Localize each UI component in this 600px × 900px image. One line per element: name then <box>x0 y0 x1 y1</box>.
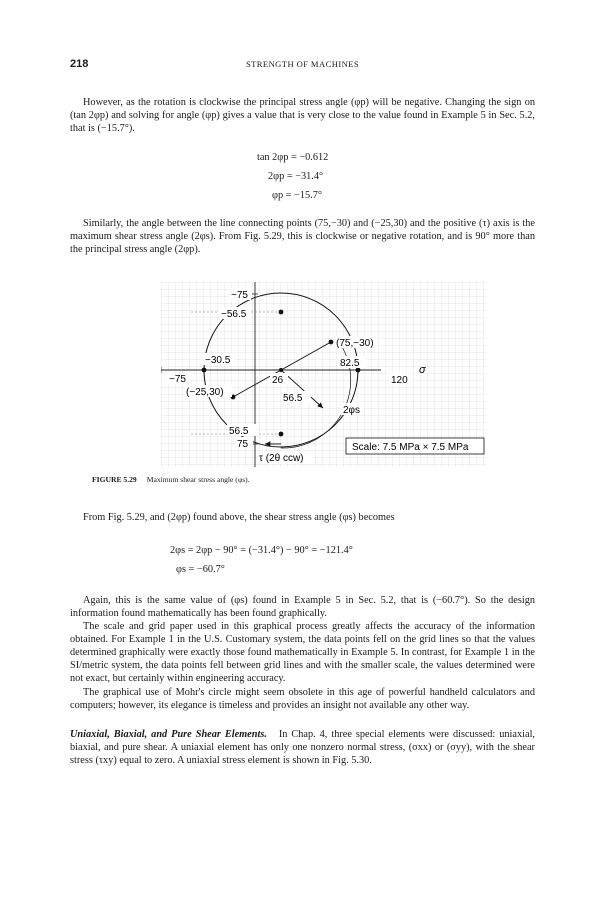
point-min-principal <box>202 368 207 373</box>
section-title: Uniaxial, Biaxial, and Pure Shear Elements. <box>70 729 267 740</box>
label-m75-top: −75 <box>231 290 248 301</box>
label-m30: −30.5 <box>205 355 231 366</box>
label-pt-pos: (75,−30) <box>336 338 374 349</box>
circle-center <box>279 368 283 372</box>
label-scale: Scale: 7.5 MPa × 7.5 MPa <box>352 442 469 453</box>
equation-2phi-s: 2φs = 2φp − 90° = (−31.4°) − 90° = −121.4° <box>170 545 353 556</box>
paragraph-from-fig: From Fig. 5.29, and (2φp) found above, the shear stress angle (φs) becomes <box>83 512 395 523</box>
figure-mohr-circle <box>161 282 486 467</box>
label-sigma: σ <box>419 364 426 376</box>
equation-phi-p: φp = −15.7° <box>272 190 322 201</box>
figure-caption-text: Maximum shear stress angle (φs). <box>146 475 250 484</box>
label-tau-axis: τ (2θ ccw) <box>259 453 304 464</box>
point-bottom <box>279 432 284 437</box>
label-v82: 82.5 <box>340 358 360 369</box>
point-top <box>279 310 284 315</box>
running-head: STRENGTH OF MACHINES <box>245 59 360 69</box>
equation-phi-s: φs = −60.7° <box>176 564 225 575</box>
equation-2phi-p: 2φp = −31.4° <box>268 171 324 182</box>
paragraph-again: Again, this is the same value of (φs) found in Example 5 in Sec. 5.2, that is (−60.7°). So the design information found mathematically has been found graphically. <box>70 595 535 619</box>
paragraph-shear-angle: Similarly, the angle between the line connecting points (75,−30) and (−25,30) and the positive (τ) axis is the maximum shear stress angle (2φs). From Fig. 5.29, this is clockwise or negative rotation, and is 90° more than the principal stress angle (2φp). <box>70 218 535 255</box>
mohr-circle-diagram <box>161 282 486 467</box>
label-v26: 26 <box>272 375 284 386</box>
label-v56-low: 56.5 <box>229 426 249 437</box>
label-m75-left: −75 <box>169 374 186 385</box>
paragraph-principal-angle: However, as the rotation is clockwise the principal stress angle (φp) will be negative. Changing the sign on (tan 2φp) and solving for angle (φp) gives a value that is very close to the value found in Example 5 in Sec. 5.2, that is (−15.7°). <box>70 97 535 134</box>
point-75-neg30 <box>329 340 334 345</box>
label-v120: 120 <box>391 375 408 386</box>
page-header <box>70 58 535 74</box>
page-number: 218 <box>70 58 89 70</box>
label-m56-top: −56.5 <box>221 309 247 320</box>
section-body: In Chap. 4, three special elements were discussed: uniaxial, biaxial, and pure shear. A uniaxial element has only one nonzero normal stress, (σxx) or (σyy), with the shear stress (τxy) equal to zero. A uniaxial stress element is shown in Fig. 5.30. <box>70 729 536 766</box>
figure-caption <box>92 475 250 484</box>
paragraph-graphical-use: The graphical use of Mohr's circle might seem obsolete in this age of powerful handheld calculators and computers; however, its elegance is timeless and provides an insight not available any other way. <box>70 687 535 711</box>
label-v75-low: 75 <box>237 439 249 450</box>
figure-caption-number: FIGURE 5.29 <box>92 475 137 484</box>
label-2phi-s: 2φs <box>343 405 361 416</box>
equation-tan-2phi-p: tan 2φp = −0.612 <box>257 152 329 163</box>
section-uniaxial-biaxial <box>70 728 535 767</box>
paragraph-scale-grid: The scale and grid paper used in this graphical process greatly affects the accuracy of the information obtained. For Example 1 in the U.S. Customary system, the data points fell on the grid lines so that the values determined graphically were exactly those found mathematically in Example 5. In contrast, for Example 1 in the SI/metric system, the data points fell between grid lines and with the smaller scale, the values determined were not exact, but certainly within engineering accuracy. <box>70 621 535 684</box>
label-pt-neg: (−25,30) <box>186 387 224 398</box>
label-v56-mid: 56.5 <box>283 393 303 404</box>
